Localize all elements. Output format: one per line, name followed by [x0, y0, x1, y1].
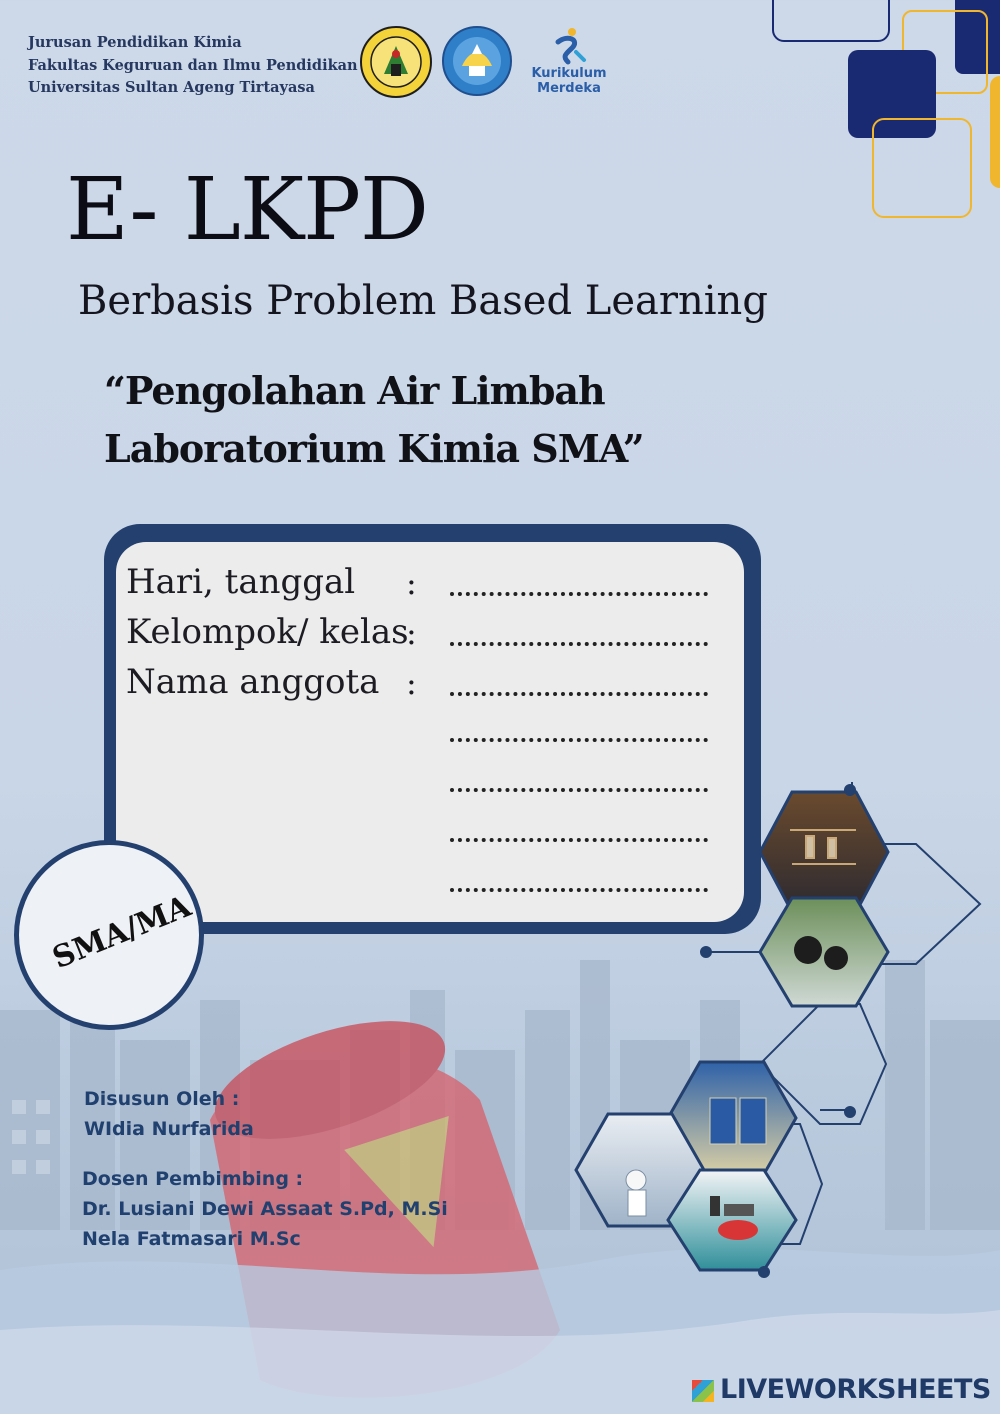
tut-wuri-handayani-icon: [442, 26, 512, 96]
lab-glassware-photo: [760, 792, 888, 912]
untirta-seal-icon: [360, 26, 432, 98]
field-colon: :: [406, 564, 417, 602]
liveworksheets-watermark[interactable]: [692, 1374, 991, 1405]
hex-photo-cluster: [560, 780, 1000, 1280]
advisor-block: [82, 1164, 448, 1254]
author-block: [84, 1084, 254, 1144]
page-subtitle: Berbasis Problem Based Learning: [78, 278, 768, 324]
topic-line: “Pengolahan Air Limbah: [104, 368, 605, 413]
topic-line: Laboratorium Kimia SMA”: [104, 426, 644, 471]
advisor-label: Dosen Pembimbing :: [82, 1168, 304, 1190]
field-label-group-class: Kelompok/ kelas: [126, 612, 409, 652]
level-badge-text: SMA/MA: [47, 889, 196, 976]
liveworksheets-logo-icon: [692, 1380, 714, 1402]
field-label-date: Hari, tanggal: [126, 562, 356, 602]
field-label-members: Nama anggota: [126, 662, 380, 702]
institution-header: [28, 32, 358, 100]
level-badge: [14, 840, 204, 1030]
page-title: E- LKPD: [66, 160, 428, 260]
topic-title: [104, 362, 644, 478]
km-line: Merdeka: [537, 81, 601, 96]
member-fill-line[interactable]: [450, 734, 708, 742]
kurikulum-merdeka-logo: [528, 26, 610, 100]
deco-square-outline-gold-2: [872, 118, 972, 218]
field-colon: :: [406, 614, 417, 652]
institution-line: Universitas Sultan Ageng Tirtayasa: [28, 79, 315, 96]
deco-square-outline-navy: [772, 0, 890, 42]
institution-line: Jurusan Pendidikan Kimia: [28, 34, 242, 51]
km-line: Kurikulum: [531, 66, 607, 81]
date-fill-line[interactable]: [450, 588, 708, 596]
advisor-name: Dr. Lusiani Dewi Assaat S.Pd, M.Si: [82, 1198, 448, 1220]
watermark-text: LIVEWORKSHEETS: [720, 1374, 991, 1405]
author-name: WIdia Nurfarida: [84, 1118, 254, 1140]
kurikulum-merdeka-text: [528, 66, 610, 96]
institution-line: Fakultas Keguruan dan Ilmu Pendidikan: [28, 56, 358, 74]
author-label: Disusun Oleh :: [84, 1088, 240, 1110]
kurikulum-merdeka-icon: [528, 26, 610, 66]
waste-pipe-photo: [760, 898, 888, 1006]
advisor-name: Nela Fatmasari M.Sc: [82, 1228, 301, 1250]
member-fill-line[interactable]: [450, 688, 708, 696]
deco-bar-gold: [990, 76, 1000, 188]
group-class-fill-line[interactable]: [450, 638, 708, 646]
field-colon: :: [406, 664, 417, 702]
